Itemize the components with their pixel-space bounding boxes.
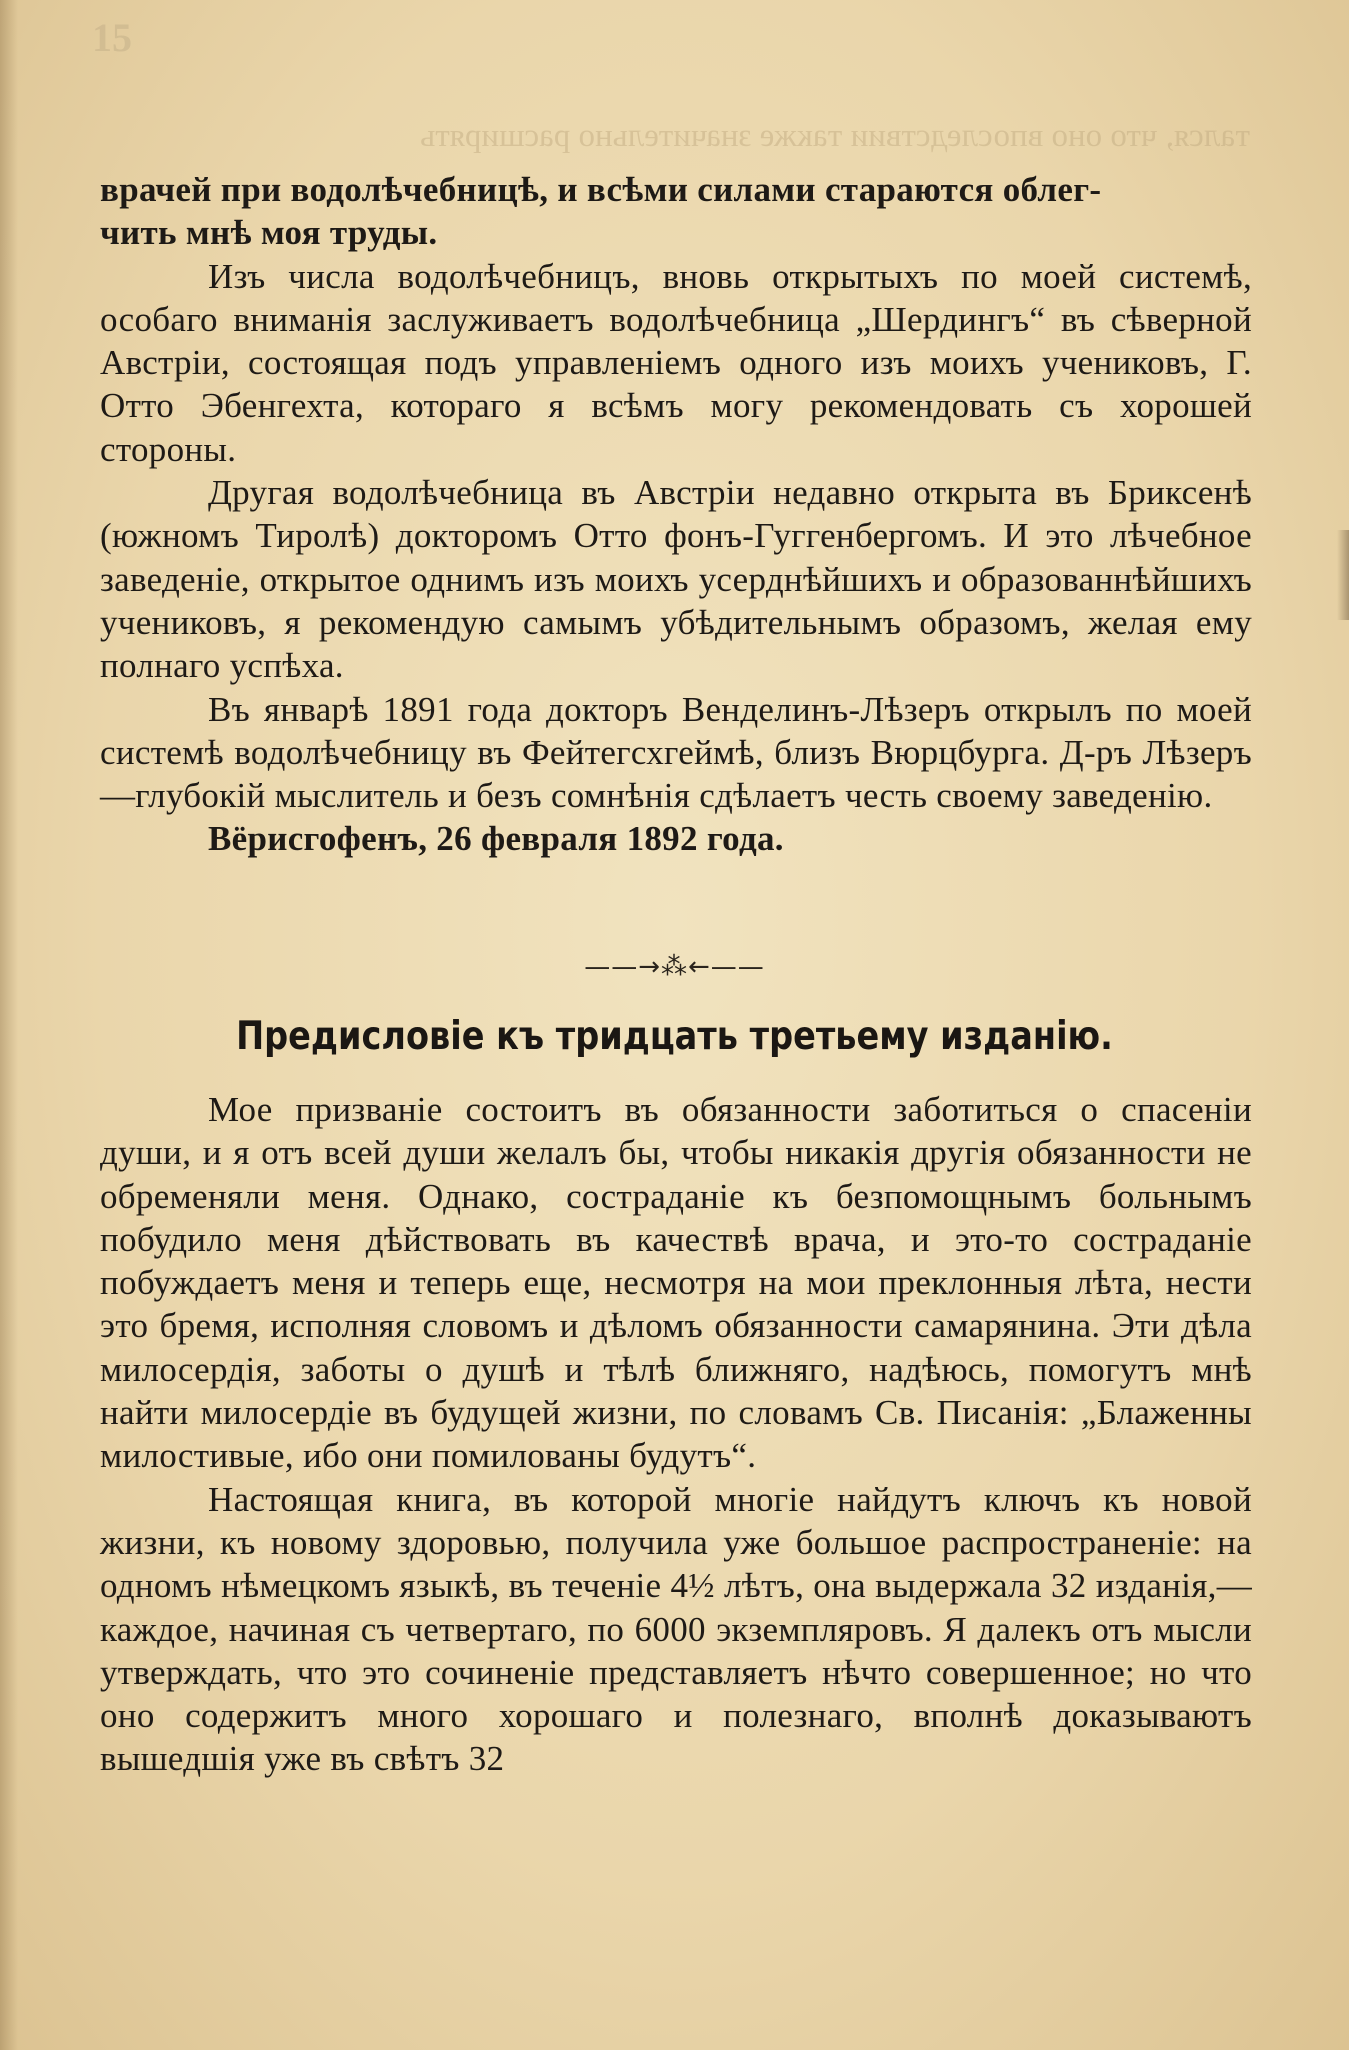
date-signature: Вёрисгофенъ, 26 февраля 1892 года. xyxy=(208,819,784,859)
paragraph-wurzburg: Въ январѣ 1891 года докторъ Венделинъ-Лѣзеръ открылъ по моей системѣ водолѣчебницу въ Фейтегсхгеймѣ, близъ Вюрцбурга. Д-ръ Лѣзеръ—глубокій мыслитель и безъ сомнѣнія сдѣлаетъ честь своему заведенію. xyxy=(100,689,1252,816)
continued-line-1: врачей при водолѣчебницѣ, и всѣми силами стараются облег- xyxy=(100,170,1102,209)
paragraph-brixen: Другая водолѣчебница въ Австріи недавно открыта въ Бриксенѣ (южномъ Тиролѣ) докторомъ Отто фонъ-Гуггенбергомъ. И это лѣчебное заведеніе, открытое однимъ изъ моихъ усерднѣйшихъ и образованнѣйшихъ учениковъ, я рекомендую самымъ убѣдительнымъ образомъ, желая ему полнаго успѣха. xyxy=(100,473,1252,686)
paragraph-sherding: Изъ числа водолѣчебницъ, вновь открытыхъ по моей системѣ, особаго вниманія заслуживаетъ водолѣчебница „Шердингъ“ въ сѣверной Австріи, состоящая подъ управленіемъ одного изъ моихъ учениковъ, Г. Отто Эбенгехта, котораго я всѣмъ могу рекомендовать съ хорошей стороны. xyxy=(100,256,1252,469)
bleed-through-text: тался, что оно впоследствии также значительно расширять xyxy=(420,118,1250,154)
preface-33rd-edition-text xyxy=(100,1088,1252,1781)
section-divider-ornament: ——→⁂←—— xyxy=(584,952,765,982)
page-edge-mark xyxy=(1337,530,1349,620)
paragraph-book-distribution: Настоящая книга, въ которой многіе найдутъ ключъ къ новой жизни, къ новому здоровью, получила уже большое распространеніе: на одномъ нѣмецкомъ языкѣ, въ теченіе 4½ лѣтъ, она выдержала 32 изданія,—каждое, начиная съ четвертаго, по 6000 экземпляровъ. Я далекъ отъ мысли утверждать, что это сочиненіе представляетъ нѣчто совершенное; но что оно содержитъ много хорошаго и полезнаго, вполнѣ доказываютъ вышедшія уже въ свѣтъ 32 xyxy=(100,1479,1252,1779)
continued-preface-text xyxy=(100,168,1252,861)
continued-line-2: чить мнѣ моя труды. xyxy=(100,213,438,253)
section-heading: Предисловіе къ тридцать третьему изданію. xyxy=(236,1014,1113,1059)
paragraph-vocation: Мое призваніе состоитъ въ обязанности заботиться о спасеніи души, и я отъ всей души желалъ бы, чтобы никакія другія обязанности не обременяли меня. Однако, состраданіе къ безпомощнымъ больнымъ побудило меня дѣйствовать въ качествѣ врача, и это-то состраданіе побуждаетъ меня и теперь еще, несмотря на мои преклонныя лѣта, нести это бремя, исполняя словомъ и дѣломъ обязанности самарянина. Эти дѣла милосердія, заботы о душѣ и тѣлѣ ближняго, надѣюсь, помогутъ мнѣ найти милосердіе въ будущей жизни, по словамъ Св. Писанія: „Блаженны милостивые, ибо они помилованы будутъ“. xyxy=(100,1090,1252,1476)
page-edge-shadow xyxy=(0,0,18,2050)
page-number: 15 xyxy=(92,15,132,60)
